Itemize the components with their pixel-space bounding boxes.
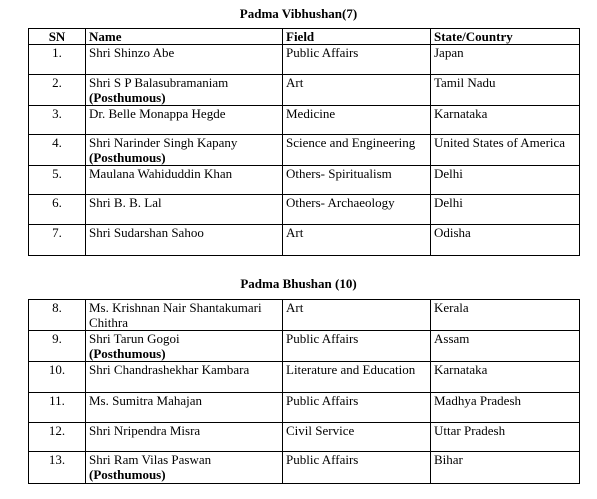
cell-name <box>86 362 283 393</box>
table-row <box>29 423 580 452</box>
cell-field: Public Affairs <box>283 331 431 362</box>
cell-field: Others- Archaeology <box>283 195 431 225</box>
cell-field: Medicine <box>283 106 431 135</box>
table-row <box>29 393 580 423</box>
cell-name <box>86 393 283 423</box>
cell-field: Public Affairs <box>283 45 431 75</box>
cell-sn: 9. <box>29 331 86 362</box>
cell-field: Public Affairs <box>283 393 431 423</box>
table-row <box>29 331 580 362</box>
cell-name <box>86 423 283 452</box>
cell-sn: 1. <box>29 45 86 75</box>
column-header-sn: SN <box>29 29 86 45</box>
table-row <box>29 75 580 106</box>
cell-field: Science and Engineering <box>283 135 431 166</box>
cell-state-country: Karnataka <box>431 362 580 393</box>
cell-field: Public Affairs <box>283 452 431 484</box>
cell-name <box>86 135 283 166</box>
cell-field: Others- Spiritualism <box>283 166 431 195</box>
cell-state-country: Assam <box>431 331 580 362</box>
cell-state-country: Delhi <box>431 195 580 225</box>
awardee-name: Shri Narinder Singh Kapany <box>89 135 238 150</box>
cell-state-country: Kerala <box>431 300 580 331</box>
awardee-name: Maulana Wahiduddin Khan <box>89 166 233 181</box>
cell-state-country: Uttar Pradesh <box>431 423 580 452</box>
cell-field: Art <box>283 225 431 256</box>
cell-state-country: Karnataka <box>431 106 580 135</box>
cell-field: Civil Service <box>283 423 431 452</box>
awardee-name: Shri Shinzo Abe <box>89 45 175 60</box>
cell-state-country: Odisha <box>431 225 580 256</box>
cell-sn: 8. <box>29 300 86 331</box>
awards-table-padma-vibhushan <box>28 28 580 256</box>
table-body <box>29 45 580 256</box>
awardee-name: Shri Nripendra Misra <box>89 423 201 438</box>
posthumous-label: (Posthumous) <box>89 150 166 165</box>
table-row <box>29 362 580 393</box>
cell-sn: 10. <box>29 362 86 393</box>
awards-table-padma-bhushan <box>28 299 580 484</box>
awardee-name: Shri Chandrashekhar Kambara <box>89 362 250 377</box>
table-row <box>29 300 580 331</box>
cell-field: Art <box>283 300 431 331</box>
awardee-name: Shri Tarun Gogoi <box>89 331 180 346</box>
awardee-name: Shri B. B. Lal <box>89 195 162 210</box>
cell-name <box>86 300 283 331</box>
cell-name <box>86 331 283 362</box>
section-title-padma-bhushan: Padma Bhushan (10) <box>240 276 357 291</box>
posthumous-label: (Posthumous) <box>89 467 166 482</box>
section-title-padma-vibhushan: Padma Vibhushan(7) <box>239 6 358 21</box>
cell-sn: 13. <box>29 452 86 484</box>
awardee-name: Ms. Sumitra Mahajan <box>89 393 203 408</box>
column-header-field: Field <box>283 29 431 45</box>
table-header-row <box>29 29 580 45</box>
table-row <box>29 45 580 75</box>
cell-name <box>86 45 283 75</box>
cell-state-country: Delhi <box>431 166 580 195</box>
cell-name <box>86 225 283 256</box>
awardee-name: Dr. Belle Monappa Hegde <box>89 106 226 121</box>
cell-field: Art <box>283 75 431 106</box>
table-body <box>29 300 580 484</box>
cell-sn: 3. <box>29 106 86 135</box>
table-row <box>29 166 580 195</box>
cell-state-country: Tamil Nadu <box>431 75 580 106</box>
cell-name <box>86 452 283 484</box>
table-row <box>29 452 580 484</box>
cell-name <box>86 195 283 225</box>
awardee-name: Shri S P Balasubramaniam <box>89 75 229 90</box>
cell-field: Literature and Education <box>283 362 431 393</box>
cell-state-country: Japan <box>431 45 580 75</box>
cell-name <box>86 166 283 195</box>
cell-sn: 2. <box>29 75 86 106</box>
cell-state-country: United States of America <box>431 135 580 166</box>
awardee-name: Shri Ram Vilas Paswan <box>89 452 212 467</box>
cell-sn: 11. <box>29 393 86 423</box>
column-header-name: Name <box>86 29 283 45</box>
cell-sn: 6. <box>29 195 86 225</box>
cell-state-country: Madhya Pradesh <box>431 393 580 423</box>
awardee-name: Ms. Krishnan Nair Shantakumari Chithra <box>89 300 262 330</box>
posthumous-label: (Posthumous) <box>89 90 166 105</box>
cell-sn: 4. <box>29 135 86 166</box>
awardee-name: Shri Sudarshan Sahoo <box>89 225 204 240</box>
posthumous-label: (Posthumous) <box>89 346 166 361</box>
table-row <box>29 106 580 135</box>
table-row <box>29 195 580 225</box>
table-row <box>29 225 580 256</box>
cell-sn: 5. <box>29 166 86 195</box>
cell-sn: 7. <box>29 225 86 256</box>
cell-state-country: Bihar <box>431 452 580 484</box>
cell-name <box>86 106 283 135</box>
table-row <box>29 135 580 166</box>
cell-sn: 12. <box>29 423 86 452</box>
cell-name <box>86 75 283 106</box>
column-header-state: State/Country <box>431 29 580 45</box>
